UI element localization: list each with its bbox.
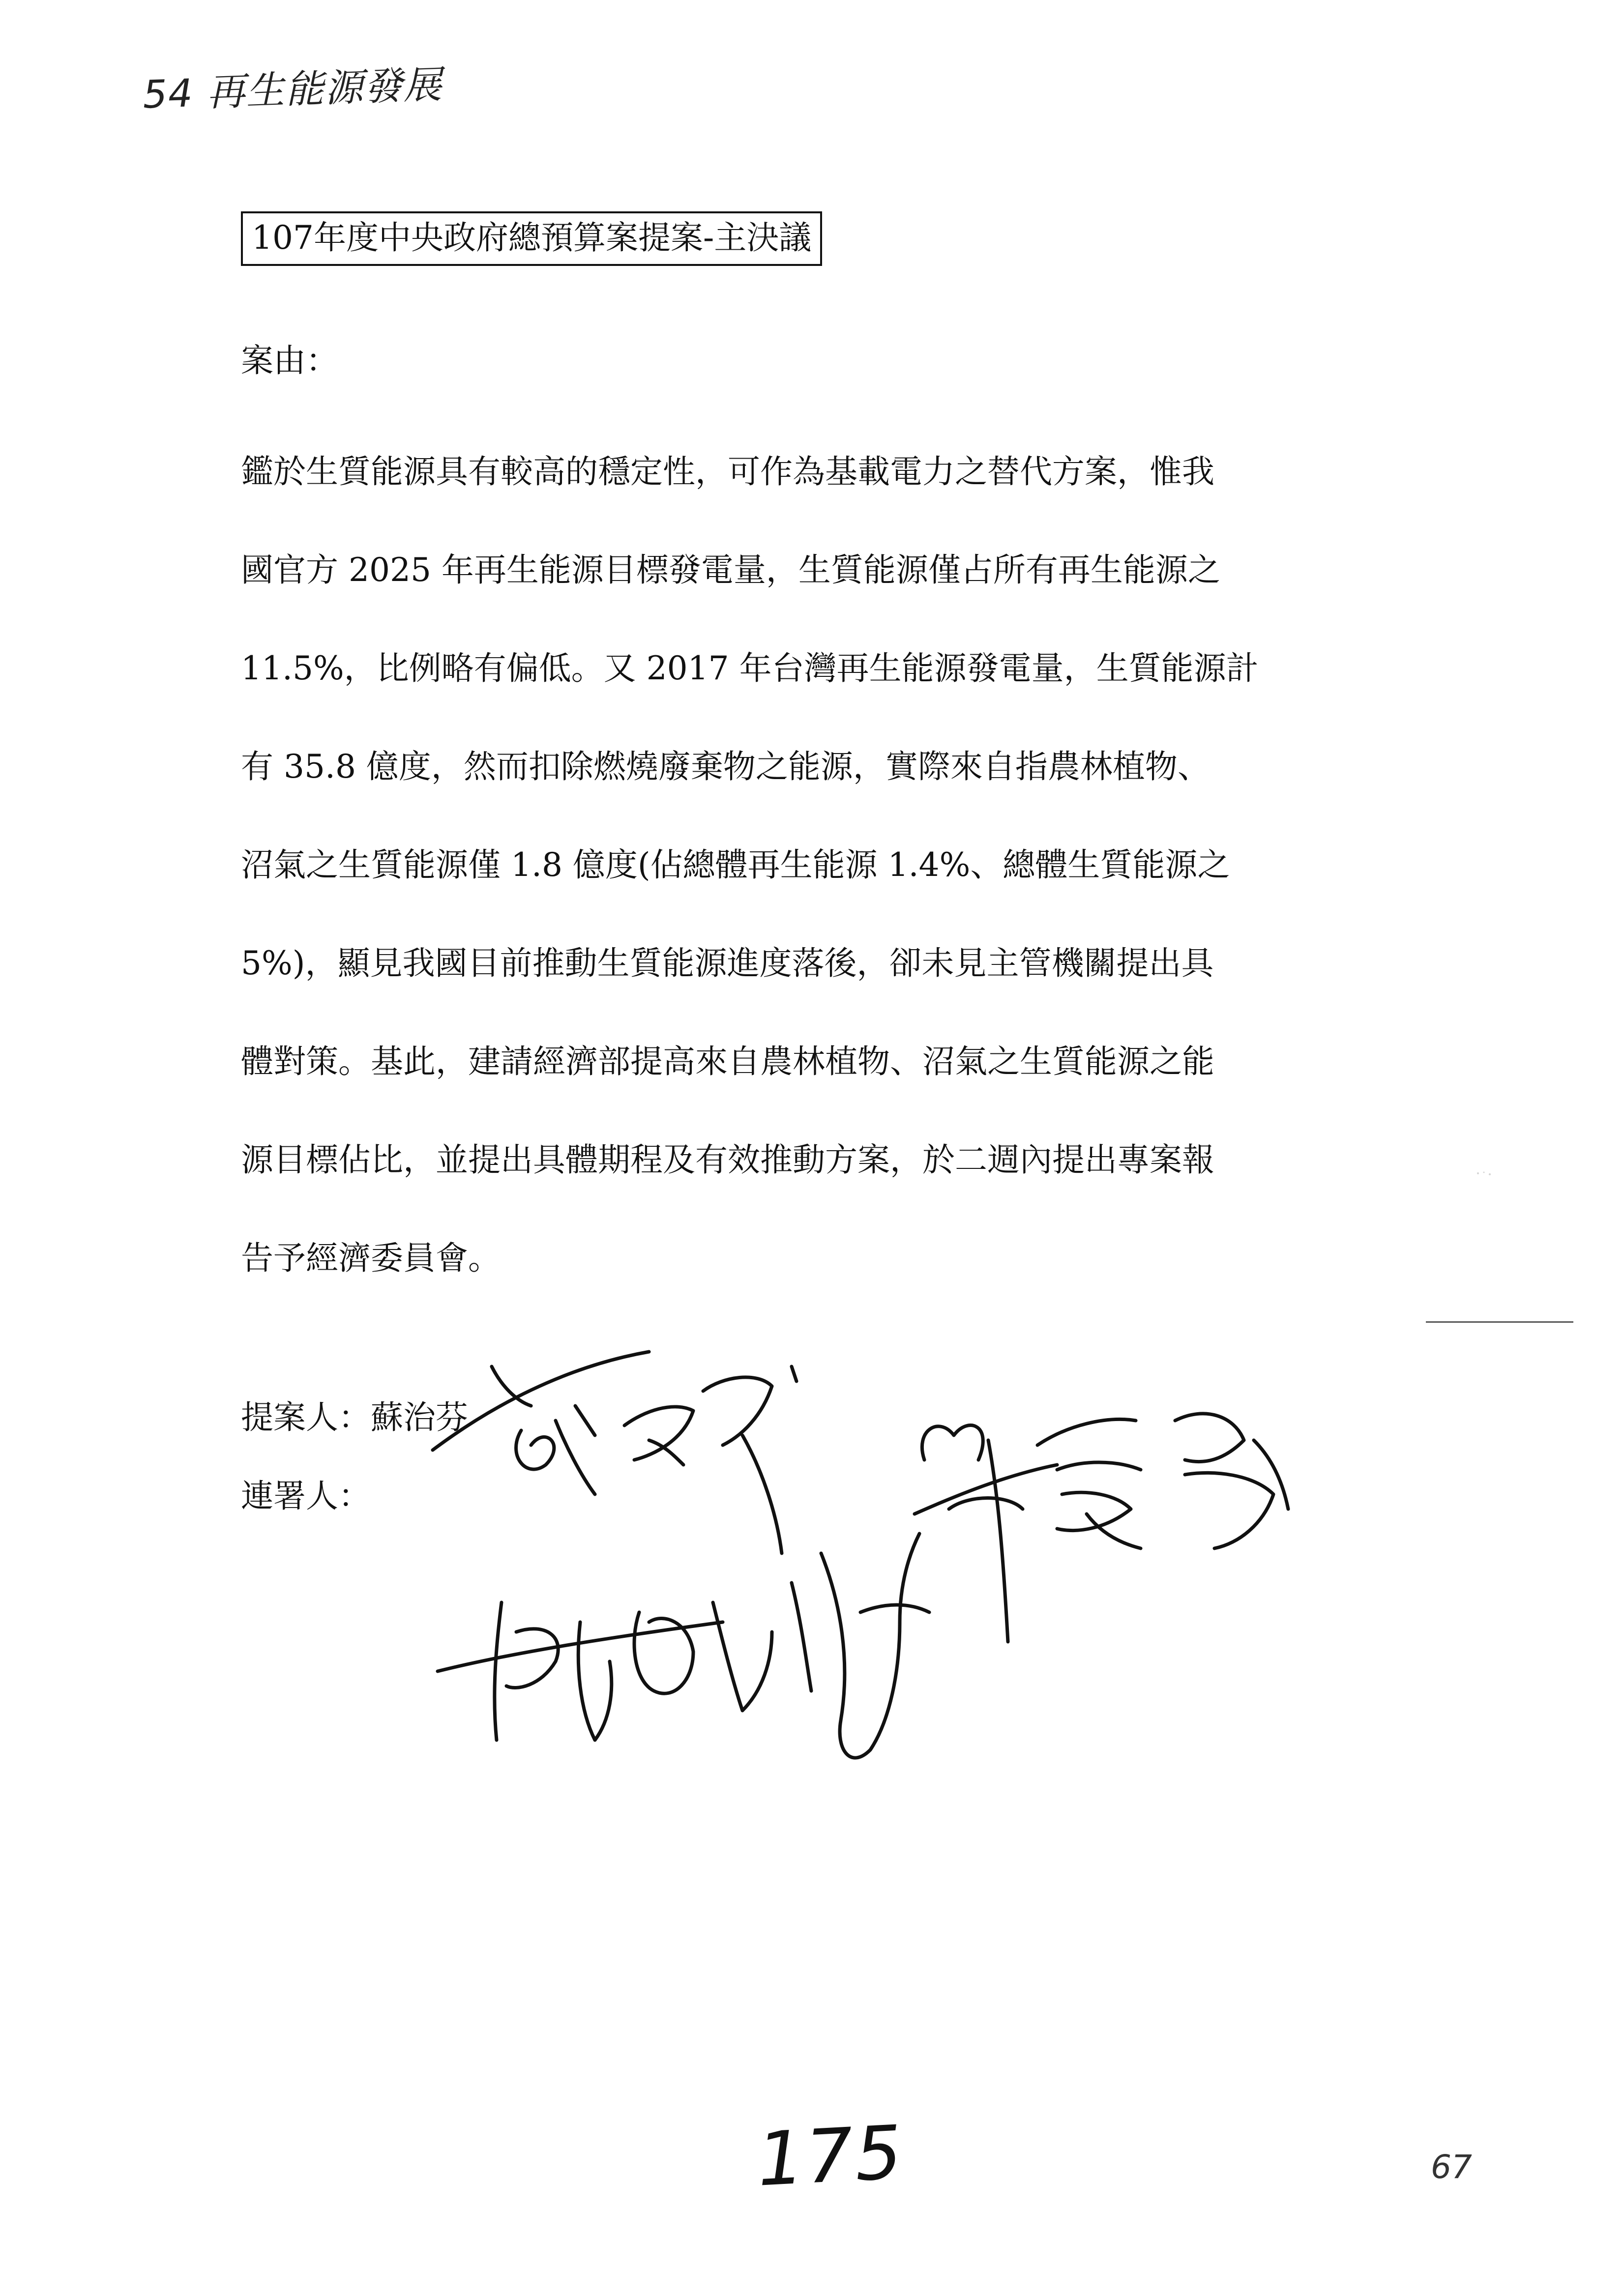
signatures xyxy=(418,1347,1352,1789)
body-line: 沼氣之生質能源僅 1.8 億度(佔總體再生能源 1.4%、總體生質能源之 xyxy=(241,846,1230,884)
body-line: 體對策。基此，建請經濟部提高來自農林植物、沼氣之生質能源之能 xyxy=(241,1043,1214,1080)
signature-1 xyxy=(433,1352,797,1553)
body-line: 5%)，顯見我國目前推動生質能源進度落後，卻未見主管機關提出具 xyxy=(241,944,1214,982)
document-title: 107年度中央政府總預算案提案-主決議 xyxy=(241,211,822,266)
body-line: 國官方 2025 年再生能源目標發電量，生質能源僅占所有再生能源之 xyxy=(241,551,1220,589)
handwritten-page-number: 175 xyxy=(755,2110,906,2203)
signature-2 xyxy=(915,1414,1288,1642)
body-line: 告予經濟委員會。 xyxy=(241,1239,501,1277)
handwritten-header-note: 54 再生能源發展 xyxy=(142,62,443,117)
case-label: 案由： xyxy=(241,342,338,379)
body-line: 源目標佔比，並提出具體期程及有效推動方案，於二週內提出專案報 xyxy=(241,1141,1214,1179)
signature-3 xyxy=(438,1534,929,1758)
margin-rule-line xyxy=(1426,1321,1573,1323)
cosigner-label: 連署人： xyxy=(241,1477,371,1515)
body-line: 鑑於生質能源具有較高的穩定性，可作為基載電力之替代方案，惟我 xyxy=(241,453,1214,491)
scan-speck xyxy=(1475,1170,1495,1177)
small-page-number: 67 xyxy=(1431,2148,1472,2186)
proposer-line: 提案人：蘇治芬 xyxy=(241,1398,468,1436)
body-line: 有 35.8 億度，然而扣除燃燒廢棄物之能源，實際來自指農林植物、 xyxy=(241,748,1210,785)
body-line: 11.5%，比例略有偏低。又 2017 年台灣再生能源發電量，生質能源計 xyxy=(241,649,1259,687)
case-body xyxy=(241,423,1387,1308)
